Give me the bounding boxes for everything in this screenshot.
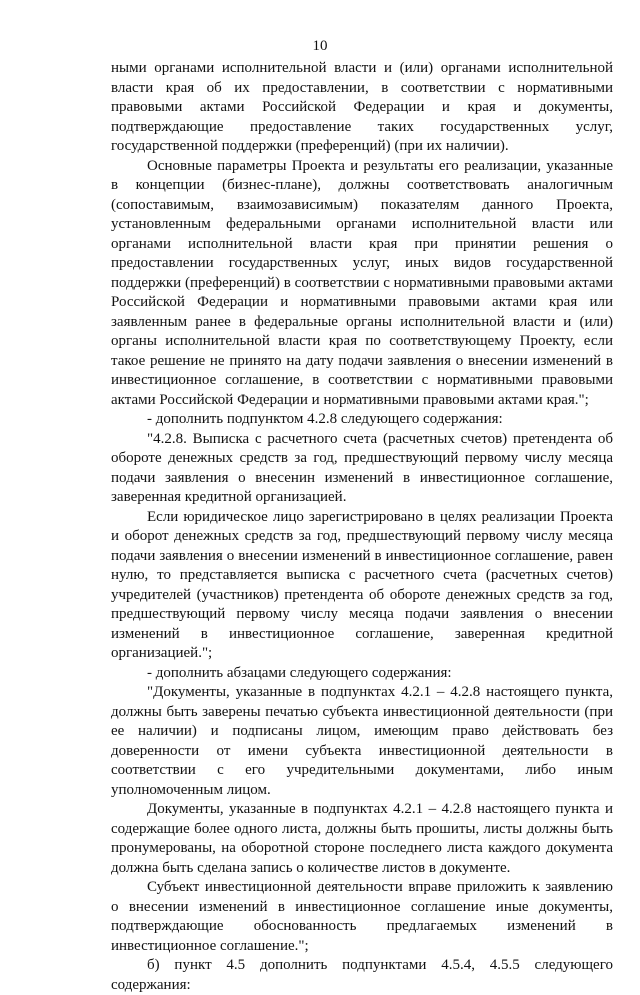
paragraph-6: - дополнить абзацами следующего содержания: — [147, 664, 452, 681]
paragraph-3: - дополнить подпунктом 4.2.8 следующего содержания: — [147, 411, 503, 427]
page-number: 10 — [312, 38, 328, 54]
paragraph-8: Документы, указанные в подпунктах 4.2.1 – 4.2.8 настоящего пункта и содержащие более одного листа, должны быть прошиты, листы должны быть пронумерованы, на оборотной стороне последнего листа каждого документа должна быть сделана запись о количестве листов в документе. — [111, 801, 613, 876]
paragraph-5: Если юридическое лицо зарегистрировано в целях реализации Проекта и оборот денежных средств за год, предшествующий первому числу месяца подачи заявления о внесении изменений в инвестиционное соглашение, равен нулю, то представляется выписка с расчетного счета (расчетных счетов) учредителей (участников) претендента об обороте денежных средств за год, предшествующий первому числу месяца подачи заявления о внесении изменений в инвестиционное соглашение, заверенная кредитной организацией."; — [111, 508, 613, 661]
document-body — [111, 59, 613, 995]
paragraph-7: "Документы, указанные в подпунктах 4.2.1 – 4.2.8 настоящего пункта, должны быть заверены печатью субъекта инвестиционной деятельности (при ее наличии) и подписаны лицом, имеющим право действовать без доверенности от имени субъекта инвестиционной деятельности в соответствии с его учредительными документами, либо иным уполномоченным лицом. — [111, 684, 613, 798]
paragraph-9: Субъект инвестиционной деятельности вправе приложить к заявлению о внесении изменений в инвестиционное соглашение иные документы, подтверждающие обоснованность предлагаемых изменений в инвестиционное соглашение."; — [111, 879, 613, 954]
paragraph-4: "4.2.8. Выписка с расчетного счета (расчетных счетов) претендента об обороте денежных средств за год, предшествующий первому числу месяца подачи заявления о внесенин изменений в инвестиционное соглашение, заверенная кредитной организацией. — [111, 430, 613, 505]
paragraph-10: б) пункт 4.5 дополнить подпунктами 4.5.4, 4.5.5 следующего содержания: — [111, 957, 613, 993]
paragraph-1: ными органами исполнительной власти и (или) органами исполнительной власти края об их предоставлении, в соответствии с нормативными правовыми актами Российской Федерации и края и документы, подтверждающие предоставление таких государственных услуг, государственной поддержки (преференций) (при их наличии). — [111, 60, 613, 154]
paragraph-2: Основные параметры Проекта и результаты его реализации, указанные в концепции (бизнес-плане), должны соответствовать аналогичным (сопоставимым, взаимозависимым) показателям данного Проекта, установленным федеральными органами исполнительной власти или органами исполнительной власти края при принятии решения о предоставлении государственных услуг, иных видов государственной поддержки (преференций) в соответствии с нормативными правовыми актами Российской Федерации и нормативными правовыми актами края или заявленным ранее в федеральные органы исполнительной власти и (или) органы исполнительной власти края по соответствующему Проекту, если такое решение не принято на дату подачи заявления о внесении изменений в инвестиционное соглашение, в соответствии с нормативными правовыми актами Российской Федерации и нормативными правовыми актами края."; — [111, 157, 613, 408]
